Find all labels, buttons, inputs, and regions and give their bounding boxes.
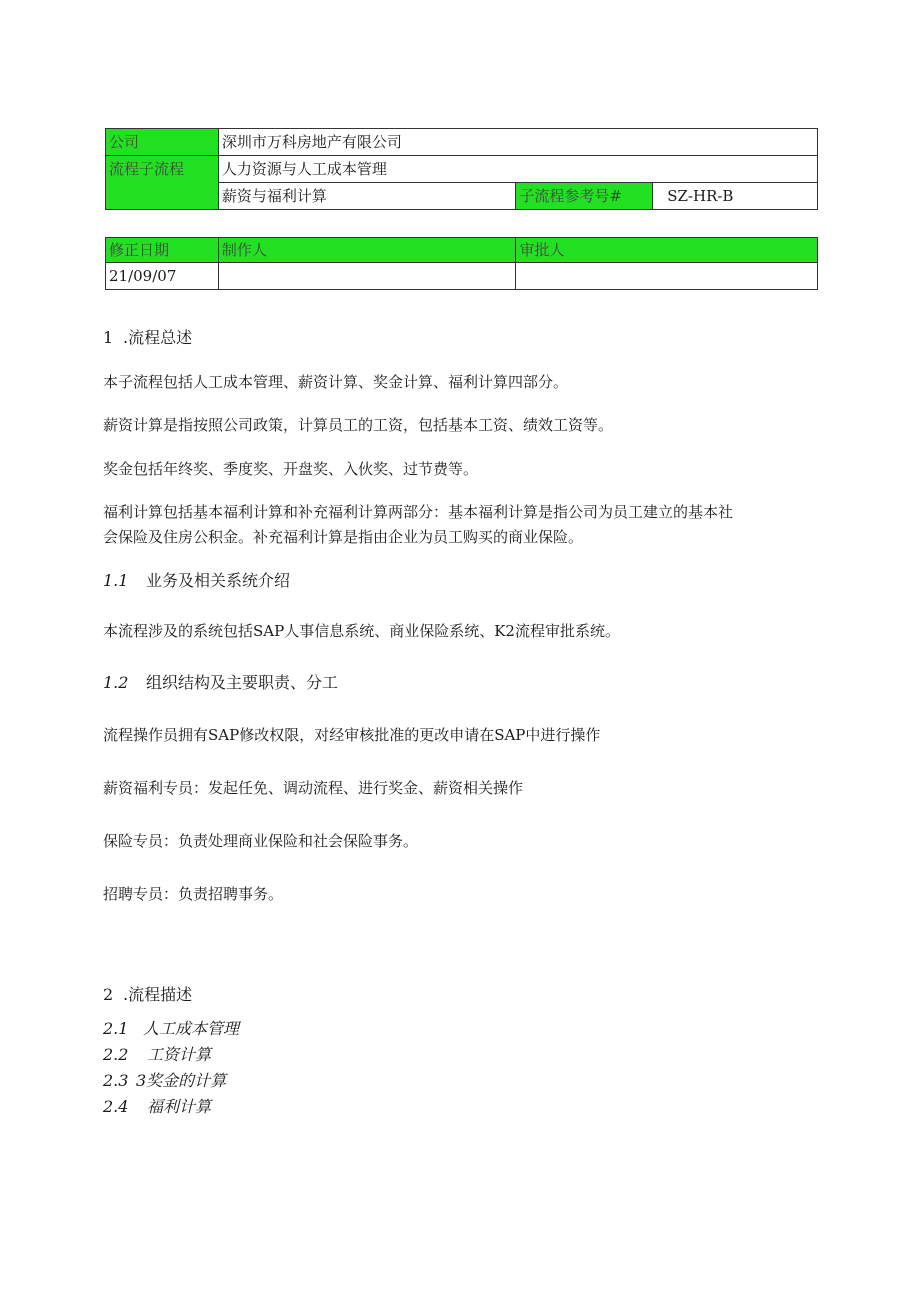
section-2-4-item	[103, 1096, 211, 1118]
header-table	[105, 128, 818, 210]
section-2-1-number: 2.1	[103, 1019, 129, 1038]
section-1-paragraph-1: 本子流程包括人工成本管理、薪资计算、奖金计算、福利计算四部分。	[103, 373, 569, 391]
section-2-number: 2	[103, 985, 114, 1004]
process-value: 人力资源与人工成本管理	[218, 156, 817, 183]
section-1-1-heading	[103, 570, 290, 592]
section-1-2-paragraph-3: 保险专员：负责处理商业保险和社会保险事务。	[103, 832, 419, 850]
revision-date-value: 21/09/07	[106, 263, 219, 290]
section-1-2-paragraph-2: 薪资福利专员：发起任免、调动流程、进行奖金、薪资相关操作	[103, 779, 524, 797]
section-2-2-title: 工资计算	[147, 1045, 212, 1064]
subprocess-value: 薪资与福利计算	[218, 183, 515, 210]
company-label: 公司	[106, 129, 219, 156]
section-1-paragraph-4-line-2: 会保险及住房公积金。补充福利计算是指由企业为员工购买的商业保险。	[103, 528, 584, 546]
revision-table	[105, 237, 818, 290]
section-2-3-number: 2.3	[103, 1071, 129, 1090]
section-2-4-title: 福利计算	[147, 1097, 212, 1116]
section-2-2-number: 2.2	[103, 1045, 129, 1064]
section-1-paragraph-2: 薪资计算是指按照公司政策，计算员工的工资，包括基本工资、绩效工资等。	[103, 416, 614, 434]
ref-label: 子流程参考号#	[516, 183, 653, 210]
section-1-2-title: 组织结构及主要职责、分工	[146, 673, 339, 692]
revision-author-value	[218, 263, 516, 290]
section-1-number: 1	[103, 328, 114, 347]
section-1-2-heading	[103, 672, 338, 694]
revision-approver-value	[516, 263, 818, 290]
section-1-1-title: 业务及相关系统介绍	[146, 571, 291, 590]
ref-value: SZ-HR-B	[653, 183, 818, 210]
section-1-2-paragraph-1: 流程操作员拥有SAP修改权限，对经审核批准的更改申请在SAP中进行操作	[103, 726, 601, 744]
section-1-heading	[103, 327, 192, 349]
section-1-2-number: 1.2	[103, 673, 129, 692]
section-2-1-item	[103, 1018, 239, 1040]
section-1-paragraph-3: 奖金包括年终奖、季度奖、开盘奖、入伙奖、过节费等。	[103, 460, 479, 478]
company-value: 深圳市万科房地产有限公司	[218, 129, 817, 156]
section-1-2-paragraph-4: 招聘专员：负责招聘事务。	[103, 885, 284, 903]
revision-date-label: 修正日期	[106, 238, 219, 263]
revision-approver-label: 审批人	[516, 238, 818, 263]
section-2-4-number: 2.4	[103, 1097, 129, 1116]
section-1-1-paragraph-1: 本流程涉及的系统包括SAP人事信息系统、商业保险系统、K2流程审批系统。	[103, 622, 620, 640]
section-1-paragraph-4-line-1: 福利计算包括基本福利计算和补充福利计算两部分：基本福利计算是指公司为员工建立的基本社	[103, 503, 734, 521]
section-1-1-number: 1.1	[103, 571, 129, 590]
section-2-3-item	[103, 1070, 226, 1092]
section-1-title: .流程总述	[123, 328, 193, 347]
revision-author-label: 制作人	[218, 238, 516, 263]
section-2-2-item	[103, 1044, 211, 1066]
process-label: 流程子流程	[106, 156, 219, 210]
section-2-1-title: 人工成本管理	[143, 1019, 240, 1038]
section-2-title: .流程描述	[123, 985, 193, 1004]
section-2-3-title: 3奖金的计算	[136, 1071, 227, 1090]
section-2-heading	[103, 984, 192, 1006]
